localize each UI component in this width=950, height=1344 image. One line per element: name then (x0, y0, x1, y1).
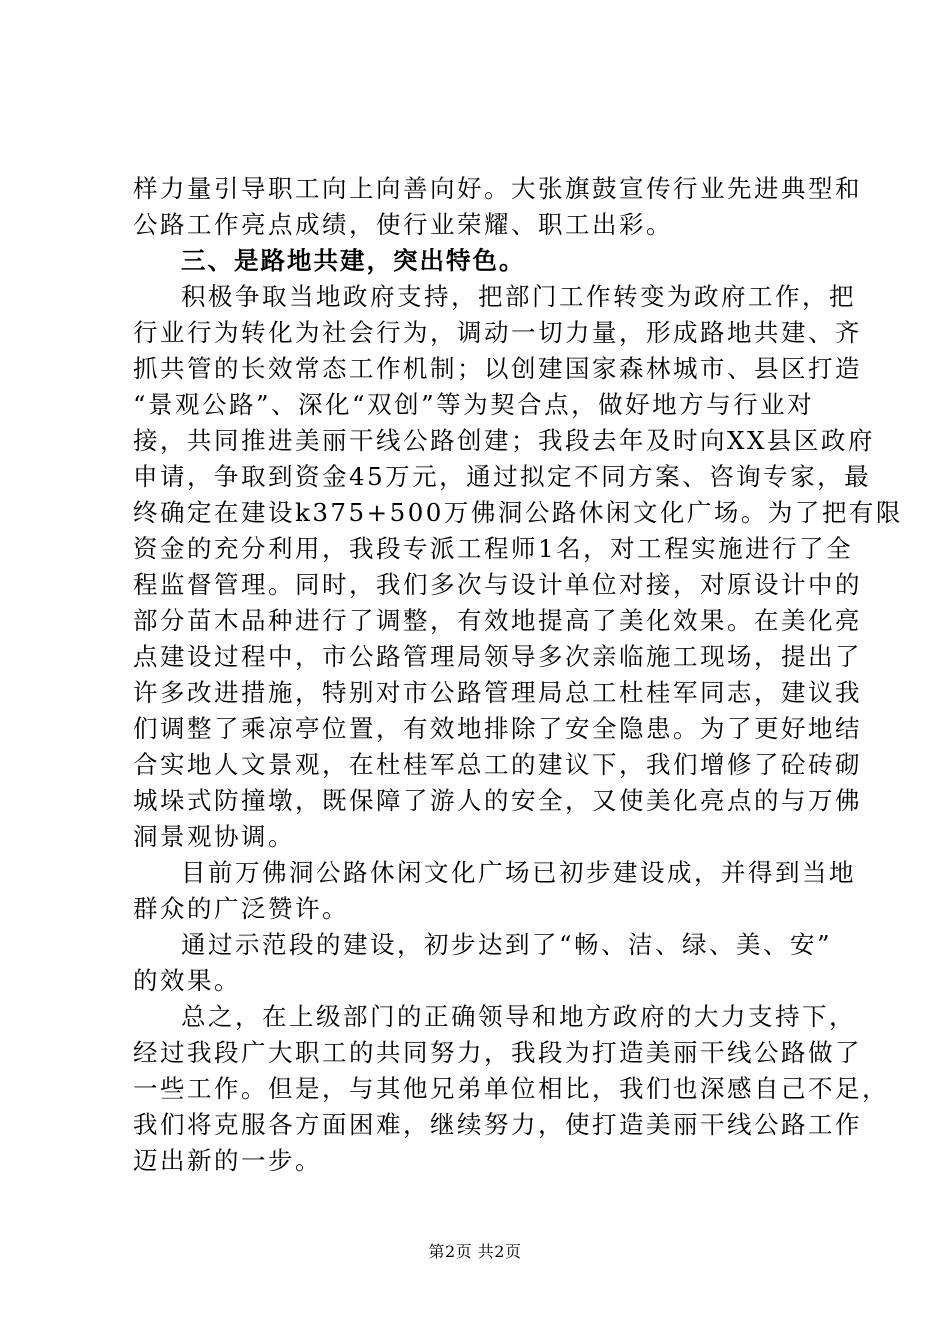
text-line: 抓共管的长效常态工作机制；以创建国家森林城市、县区打造 (133, 354, 862, 383)
text-line: 的效果。 (133, 966, 241, 995)
text-line: “景观公路”、深化“双创”等为契合点，做好地方与行业对 (133, 390, 815, 419)
text-line: 城垛式防撞墩，既保障了游人的安全，又使美化亮点的与万佛 (133, 786, 862, 815)
text-line: 接，共同推进美丽干线公路创建；我段去年及时向XX县区政府 (133, 426, 875, 455)
text-line: 部分苗木品种进行了调整，有效地提高了美化效果。在美化亮 (133, 606, 862, 635)
text-line: 迈出新的一步。 (133, 1146, 322, 1175)
text-line: 公路工作亮点成绩，使行业荣耀、职工出彩。 (133, 210, 673, 239)
text-line: 终确定在建设k375+500万佛洞公路休闲文化广场。为了把有限 (133, 498, 903, 527)
text-line: 资金的充分利用，我段专派工程师1名，对工程实施进行了全 (133, 534, 854, 563)
text-line: 群众的广泛赞许。 (133, 894, 349, 923)
paragraph-first-line: 目前万佛洞公路休闲文化广场已初步建设成，并得到当地 (181, 858, 856, 887)
text-line: 们调整了乘凉亭位置，有效地排除了安全隐患。为了更好地结 (133, 714, 862, 743)
document-body (133, 171, 903, 1179)
text-line: 程监督管理。同时，我们多次与设计单位对接，对原设计中的 (133, 570, 862, 599)
text-line: 许多改进措施，特别对市公路管理局总工杜桂军同志，建议我 (133, 678, 862, 707)
text-line: 我们将克服各方面困难，继续努力，使打造美丽干线公路工作 (133, 1110, 862, 1139)
text-line: 行业行为转化为社会行为，调动一切力量，形成路地共建、齐 (133, 318, 862, 347)
text-line: 样力量引导职工向上向善向好。大张旗鼓宣传行业先进典型和 (133, 174, 862, 203)
text-line: 合实地人文景观，在杜桂军总工的建议下，我们增修了砼砖砌 (133, 750, 862, 779)
text-line: 洞景观协调。 (133, 822, 295, 851)
text-line: 一些工作。但是，与其他兄弟单位相比，我们也深感自己不足， (133, 1074, 889, 1103)
section-heading: 三、是路地共建，突出特色。 (181, 246, 526, 275)
text-line: 申请，争取到资金45万元，通过拟定不同方案、咨询专家，最 (133, 462, 872, 491)
paragraph-first-line: 积极争取当地政府支持，把部门工作转变为政府工作，把 (181, 282, 856, 311)
text-line: 经过我段广大职工的共同努力，我段为打造美丽干线公路做了 (133, 1038, 862, 1067)
paragraph-first-line: 通过示范段的建设，初步达到了“畅、洁、绿、美、安” (181, 930, 833, 959)
paragraph-first-line: 总之，在上级部门的正确领导和地方政府的大力支持下， (181, 1002, 856, 1031)
page-number-footer: 第2页 共2页 (428, 1242, 522, 1261)
text-line: 点建设过程中，市公路管理局领导多次亲临施工现场，提出了 (133, 642, 862, 671)
